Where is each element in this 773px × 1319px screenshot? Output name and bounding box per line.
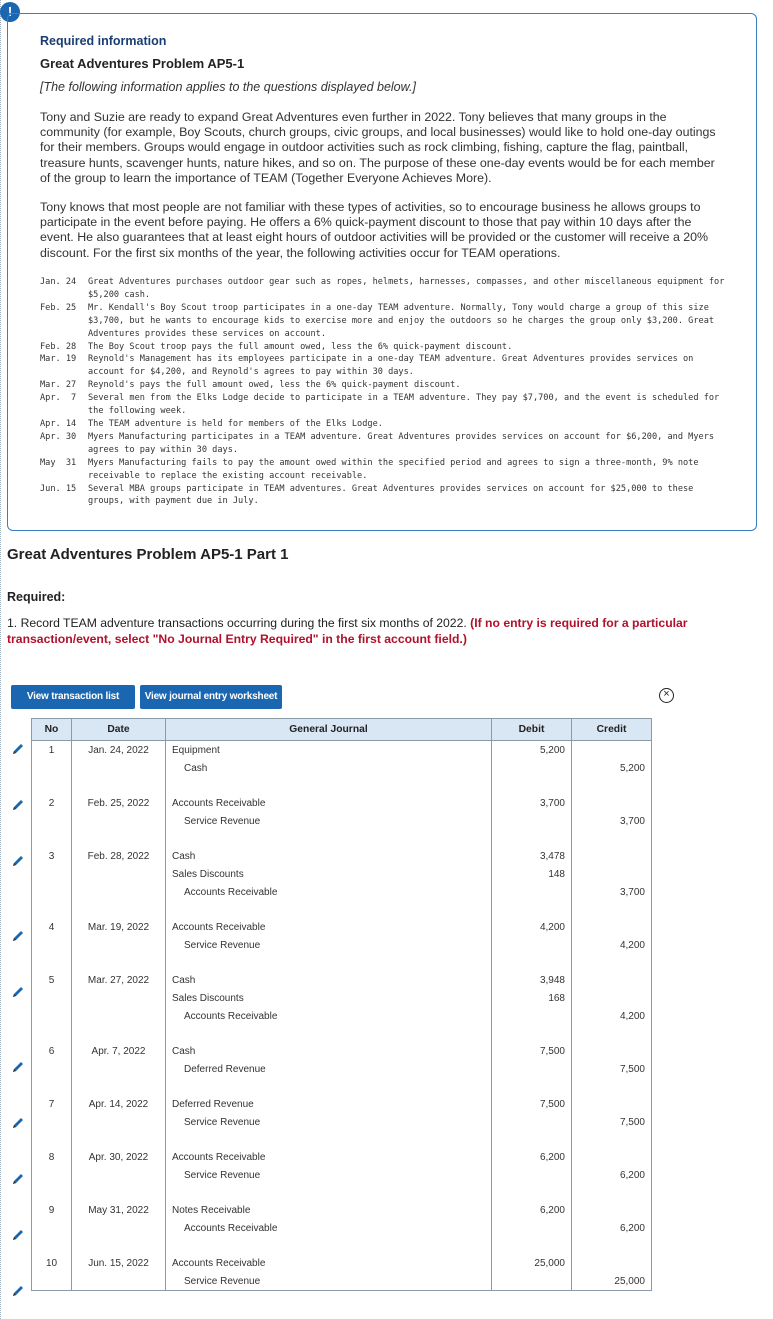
journal-row xyxy=(32,883,652,901)
spacer-cell xyxy=(492,1078,572,1095)
entry-date xyxy=(72,989,166,1007)
spacer-cell xyxy=(492,1025,572,1042)
account-cell xyxy=(166,989,492,1007)
account-cell xyxy=(166,1042,492,1060)
entry-spacer-row xyxy=(32,901,652,918)
edit-entry-icon[interactable] xyxy=(11,1060,25,1074)
entry-date xyxy=(72,1219,166,1237)
journal-row xyxy=(32,989,652,1007)
header-general-journal: General Journal xyxy=(166,719,492,741)
journal-row xyxy=(32,1166,652,1184)
debit-amount: 3,478 xyxy=(492,847,572,865)
account-cell xyxy=(166,883,492,901)
header-debit: Debit xyxy=(492,719,572,741)
event-date: Jan. 24 xyxy=(40,277,77,287)
event-text: Several men from the Elks Lodge decide to participate in a TEAM adventure. They pay $7,700, and the event is scheduled for the following week. xyxy=(88,393,720,417)
credit-amount xyxy=(572,989,652,1007)
debit-amount xyxy=(492,1113,572,1131)
credit-amount xyxy=(572,1095,652,1113)
event-date: Apr. 7 xyxy=(40,393,77,404)
edit-entry-icon[interactable] xyxy=(11,854,25,868)
spacer-cell xyxy=(166,1237,492,1254)
credit-amount: 4,200 xyxy=(572,936,652,954)
spacer-cell xyxy=(572,901,652,918)
spacer-cell xyxy=(72,1078,166,1095)
entry-number xyxy=(32,1060,72,1078)
spacer-cell xyxy=(32,1237,72,1254)
entry-number: 6 xyxy=(32,1042,72,1060)
question-number: 1. xyxy=(7,616,18,630)
debit-amount xyxy=(492,1007,572,1025)
journal-row xyxy=(32,1095,652,1113)
journal-row xyxy=(32,759,652,777)
account-name[interactable]: Accounts Receivable xyxy=(172,921,266,933)
entry-date xyxy=(72,883,166,901)
spacer-cell xyxy=(166,830,492,847)
spacer-cell xyxy=(166,901,492,918)
spacer-cell xyxy=(492,777,572,794)
credit-amount xyxy=(572,741,652,760)
event-date: Mar. 19 xyxy=(40,354,77,365)
header-credit: Credit xyxy=(572,719,652,741)
part-title: Great Adventures Problem AP5-1 Part 1 xyxy=(7,546,289,563)
entry-date xyxy=(72,1166,166,1184)
debit-amount: 25,000 xyxy=(492,1254,572,1272)
entry-number xyxy=(32,865,72,883)
spacer-cell xyxy=(572,1131,652,1148)
account-name[interactable]: Cash xyxy=(172,1045,196,1057)
debit-amount: 4,200 xyxy=(492,918,572,936)
event-text: Mr. Kendall's Boy Scout troop participates in a one-day TEAM adventure. Normally, Tony would charge a group of this size $3,700, but he wants to encourage kids to exercise more and enjoy the outdoors so he charges the group only $3,200. Great Adventures provides these services on account. xyxy=(88,302,715,339)
debit-amount: 6,200 xyxy=(492,1148,572,1166)
account-cell xyxy=(166,971,492,989)
account-cell xyxy=(166,1060,492,1078)
spacer-cell xyxy=(32,830,72,847)
entry-date: Feb. 28, 2022 xyxy=(72,847,166,865)
event-item xyxy=(40,302,730,341)
entry-date xyxy=(72,865,166,883)
account-name[interactable]: Accounts Receivable xyxy=(172,797,266,809)
entry-spacer-row xyxy=(32,1131,652,1148)
event-text: The TEAM adventure is held for members of the Elks Lodge. xyxy=(88,418,383,429)
entry-number xyxy=(32,989,72,1007)
credit-amount: 3,700 xyxy=(572,812,652,830)
debit-amount: 3,948 xyxy=(492,971,572,989)
event-item xyxy=(40,431,730,457)
account-cell xyxy=(166,1148,492,1166)
event-text: Reynold's Management has its employees participate in a one-day TEAM adventure. Great Adventures provides services on account for $4,200, and Reynold's agrees to pay within 30 days. xyxy=(88,354,694,378)
journal-row xyxy=(32,936,652,954)
alert-icon: ! xyxy=(0,2,20,22)
entry-date: Jan. 24, 2022 xyxy=(72,741,166,760)
spacer-cell xyxy=(72,830,166,847)
credit-amount xyxy=(572,1254,652,1272)
journal-row xyxy=(32,918,652,936)
debit-amount: 148 xyxy=(492,865,572,883)
spacer-cell xyxy=(572,830,652,847)
debit-amount xyxy=(492,759,572,777)
spacer-cell xyxy=(166,1184,492,1201)
entry-number xyxy=(32,1166,72,1184)
debit-amount: 5,200 xyxy=(492,741,572,760)
intro-paragraph-2: Tony knows that most people are not familiar with these types of activities, so to encourage business he allows groups to participate in the event before paying. He offers a 6% quick-payment discount to those that pay within 10 days after the event. He also guarantees that at least eight hours of outdoor activities will be provided or the customer will receive a 20% discount. For the first six months of the year, the following activities occur for TEAM operations. xyxy=(40,200,709,260)
journal-row xyxy=(32,1201,652,1219)
entry-date: Apr. 14, 2022 xyxy=(72,1095,166,1113)
event-item xyxy=(40,457,730,483)
debit-amount xyxy=(492,1060,572,1078)
header-no: No xyxy=(32,719,72,741)
spacer-cell xyxy=(32,1131,72,1148)
spacer-cell xyxy=(492,1131,572,1148)
event-item xyxy=(40,483,730,509)
account-cell xyxy=(166,1007,492,1025)
edit-entry-icon[interactable] xyxy=(11,985,25,999)
account-cell xyxy=(166,847,492,865)
event-date: Apr. 30 xyxy=(40,431,77,442)
entry-date: May 31, 2022 xyxy=(72,1201,166,1219)
spacer-cell xyxy=(32,777,72,794)
entry-date: Feb. 25, 2022 xyxy=(72,794,166,812)
entry-spacer-row xyxy=(32,1237,652,1254)
problem-note: [The following information applies to the questions displayed below.] xyxy=(40,80,416,94)
entry-date: Apr. 7, 2022 xyxy=(72,1042,166,1060)
spacer-cell xyxy=(72,1131,166,1148)
event-date: May 31 xyxy=(40,457,77,468)
credit-amount xyxy=(572,794,652,812)
spacer-cell xyxy=(32,1025,72,1042)
journal-row xyxy=(32,1007,652,1025)
entry-date xyxy=(72,1060,166,1078)
account-name[interactable]: Deferred Revenue xyxy=(184,1063,266,1075)
question-hint: (If no entry is required for a particular transaction/event, select "No Journal Entry Required" in the first account field.) xyxy=(7,616,688,646)
entry-number xyxy=(32,1007,72,1025)
event-date: Apr. 14 xyxy=(40,418,77,429)
spacer-cell xyxy=(166,954,492,971)
credit-amount: 5,200 xyxy=(572,759,652,777)
account-name[interactable]: Cash xyxy=(184,762,208,774)
event-date: Feb. 28 xyxy=(40,341,77,352)
account-cell xyxy=(166,936,492,954)
account-name[interactable]: Service Revenue xyxy=(184,1275,261,1287)
event-text: Reynold's pays the full amount owed, less the 6% quick-payment discount. xyxy=(88,380,461,391)
account-cell xyxy=(166,741,492,760)
spacer-cell xyxy=(166,777,492,794)
journal-row xyxy=(32,794,652,812)
spacer-cell xyxy=(166,1078,492,1095)
spacer-cell xyxy=(166,1131,492,1148)
account-cell xyxy=(166,1113,492,1131)
journal-table xyxy=(31,718,652,1291)
account-name[interactable]: Sales Discounts xyxy=(172,868,244,880)
event-text: Great Adventures purchases outdoor gear such as ropes, helmets, harnesses, compasses, and other miscellaneous equipment for $5,200 cash. xyxy=(88,277,725,300)
account-name[interactable]: Equipment xyxy=(172,744,220,756)
spacer-cell xyxy=(572,1078,652,1095)
account-name[interactable]: Service Revenue xyxy=(184,1116,261,1128)
account-name[interactable]: Deferred Revenue xyxy=(172,1098,254,1110)
entry-date xyxy=(72,1272,166,1291)
journal-row xyxy=(32,1272,652,1291)
account-name[interactable]: Sales Discounts xyxy=(172,992,244,1004)
edit-entry-icon[interactable] xyxy=(11,1284,25,1298)
edit-entry-icon[interactable] xyxy=(11,798,25,812)
account-cell xyxy=(166,1201,492,1219)
edit-entry-icon[interactable] xyxy=(11,742,25,756)
spacer-cell xyxy=(492,901,572,918)
entry-date xyxy=(72,812,166,830)
entry-number xyxy=(32,1113,72,1131)
spacer-cell xyxy=(492,830,572,847)
account-cell xyxy=(166,794,492,812)
credit-amount: 6,200 xyxy=(572,1166,652,1184)
account-cell xyxy=(166,918,492,936)
close-icon[interactable]: × xyxy=(659,688,674,703)
credit-amount xyxy=(572,1201,652,1219)
event-text: Myers Manufacturing fails to pay the amount owed within the specified period and agrees to sign a three-month, 9% note receivable to replace the existing account receivable. xyxy=(88,457,699,481)
spacer-cell xyxy=(72,901,166,918)
entry-number xyxy=(32,759,72,777)
entry-date: Apr. 30, 2022 xyxy=(72,1148,166,1166)
question-text: Record TEAM adventure transactions occurring during the first six months of 2022. xyxy=(20,616,467,630)
event-item xyxy=(40,418,730,431)
entry-date xyxy=(72,936,166,954)
spacer-cell xyxy=(32,901,72,918)
credit-amount: 4,200 xyxy=(572,1007,652,1025)
journal-row xyxy=(32,1219,652,1237)
credit-amount xyxy=(572,918,652,936)
event-date: Jun. 15 xyxy=(40,483,77,494)
journal-row xyxy=(32,971,652,989)
entry-number: 10 xyxy=(32,1254,72,1272)
view-transaction-list-button[interactable]: View transaction list xyxy=(11,685,135,709)
entry-spacer-row xyxy=(32,1184,652,1201)
entry-number xyxy=(32,883,72,901)
entry-number xyxy=(32,1272,72,1291)
page-edge xyxy=(0,0,2,1319)
journal-row xyxy=(32,865,652,883)
entry-number: 8 xyxy=(32,1148,72,1166)
account-cell xyxy=(166,1254,492,1272)
spacer-cell xyxy=(72,777,166,794)
spacer-cell xyxy=(32,1184,72,1201)
spacer-cell xyxy=(72,1237,166,1254)
account-cell xyxy=(166,1095,492,1113)
debit-amount: 3,700 xyxy=(492,794,572,812)
credit-amount xyxy=(572,847,652,865)
debit-amount xyxy=(492,936,572,954)
spacer-cell xyxy=(572,1237,652,1254)
entry-number: 3 xyxy=(32,847,72,865)
debit-amount: 7,500 xyxy=(492,1042,572,1060)
spacer-cell xyxy=(492,1184,572,1201)
account-cell xyxy=(166,812,492,830)
spacer-cell xyxy=(572,777,652,794)
entry-spacer-row xyxy=(32,830,652,847)
entry-spacer-row xyxy=(32,1025,652,1042)
entry-number xyxy=(32,936,72,954)
account-name[interactable]: Service Revenue xyxy=(184,1169,261,1181)
journal-row xyxy=(32,1042,652,1060)
credit-amount xyxy=(572,1148,652,1166)
entry-date: Mar. 27, 2022 xyxy=(72,971,166,989)
event-item xyxy=(40,379,730,392)
debit-amount xyxy=(492,883,572,901)
account-name[interactable]: Cash xyxy=(172,974,196,986)
event-text: Several MBA groups participate in TEAM adventures. Great Adventures provides services on account for $25,000 to these groups, with payment due in July. xyxy=(88,483,694,507)
journal-header-row xyxy=(32,719,652,741)
required-info-heading: Required information xyxy=(40,34,167,48)
credit-amount: 6,200 xyxy=(572,1219,652,1237)
event-date: Feb. 25 xyxy=(40,302,77,313)
spacer-cell xyxy=(166,1025,492,1042)
spacer-cell xyxy=(572,1025,652,1042)
journal-row xyxy=(32,1060,652,1078)
entry-spacer-row xyxy=(32,954,652,971)
event-list xyxy=(40,276,730,508)
entry-spacer-row xyxy=(32,777,652,794)
debit-amount: 6,200 xyxy=(492,1201,572,1219)
journal-row xyxy=(32,812,652,830)
entry-number: 9 xyxy=(32,1201,72,1219)
journal-row xyxy=(32,1254,652,1272)
credit-amount: 7,500 xyxy=(572,1113,652,1131)
account-name[interactable]: Cash xyxy=(172,850,196,862)
header-date: Date xyxy=(72,719,166,741)
spacer-cell xyxy=(72,1184,166,1201)
account-name[interactable]: Accounts Receivable xyxy=(172,1257,266,1269)
event-text: The Boy Scout troop pays the full amount owed, less the 6% quick-payment discount. xyxy=(88,341,513,352)
debit-amount: 168 xyxy=(492,989,572,1007)
entry-date xyxy=(72,1113,166,1131)
entry-number: 2 xyxy=(32,794,72,812)
entry-number: 1 xyxy=(32,741,72,760)
spacer-cell xyxy=(492,1237,572,1254)
problem-title: Great Adventures Problem AP5-1 xyxy=(40,56,245,71)
spacer-cell xyxy=(32,954,72,971)
account-name[interactable]: Accounts Receivable xyxy=(172,1151,266,1163)
journal-row xyxy=(32,1148,652,1166)
debit-amount xyxy=(492,1219,572,1237)
entry-spacer-row xyxy=(32,1078,652,1095)
entry-number: 7 xyxy=(32,1095,72,1113)
spacer-cell xyxy=(492,954,572,971)
entry-number: 5 xyxy=(32,971,72,989)
spacer-cell xyxy=(72,954,166,971)
credit-amount xyxy=(572,1042,652,1060)
debit-amount xyxy=(492,812,572,830)
account-name[interactable]: Service Revenue xyxy=(184,815,261,827)
credit-amount xyxy=(572,865,652,883)
spacer-cell xyxy=(32,1078,72,1095)
journal-row xyxy=(32,847,652,865)
account-name[interactable]: Accounts Receivable xyxy=(184,1010,278,1022)
credit-amount: 25,000 xyxy=(572,1272,652,1291)
edit-entry-icon[interactable] xyxy=(11,1172,25,1186)
credit-amount: 3,700 xyxy=(572,883,652,901)
account-cell xyxy=(166,1166,492,1184)
event-item xyxy=(40,341,730,354)
account-name[interactable]: Service Revenue xyxy=(184,939,261,951)
entry-number xyxy=(32,1219,72,1237)
spacer-cell xyxy=(572,1184,652,1201)
entry-number xyxy=(32,812,72,830)
account-cell xyxy=(166,1272,492,1291)
spacer-cell xyxy=(72,1025,166,1042)
journal-row xyxy=(32,741,652,760)
account-cell xyxy=(166,759,492,777)
edit-entry-icon[interactable] xyxy=(11,1228,25,1242)
question xyxy=(7,616,727,647)
entry-date: Mar. 19, 2022 xyxy=(72,918,166,936)
entry-date: Jun. 15, 2022 xyxy=(72,1254,166,1272)
credit-amount: 7,500 xyxy=(572,1060,652,1078)
debit-amount xyxy=(492,1272,572,1291)
account-cell xyxy=(166,1219,492,1237)
spacer-cell xyxy=(572,954,652,971)
intro-paragraph-1: Tony and Suzie are ready to expand Great Adventures even further in 2022. Tony believes that many groups in the community (for example, Boy Scouts, church groups, civic groups, and local businesses) would like to hold one-day outings for their members. Groups would engage in outdoor activities such as rock climbing, fishing, capture the flag, paintball, treasure hunts, scavenger hunts, nature hikes, and so on. The purpose of these one-day events would be for each member of the group to learn the importance of TEAM (Together Everyone Achieves More). xyxy=(40,110,716,185)
view-journal-entry-worksheet-button[interactable]: View journal entry worksheet xyxy=(140,685,282,709)
entry-date xyxy=(72,759,166,777)
edit-entry-icon[interactable] xyxy=(11,1116,25,1130)
account-name[interactable]: Accounts Receivable xyxy=(184,1222,278,1234)
event-item xyxy=(40,276,730,302)
edit-entry-icon[interactable] xyxy=(11,929,25,943)
account-name[interactable]: Notes Receivable xyxy=(172,1204,251,1216)
event-text: Myers Manufacturing participates in a TEAM adventure. Great Adventures provides services on account for $6,200, and Myers agrees to pay within 30 days. xyxy=(88,431,715,455)
event-item xyxy=(40,353,730,379)
credit-amount xyxy=(572,971,652,989)
required-label: Required: xyxy=(7,590,66,604)
journal-row xyxy=(32,1113,652,1131)
entry-date xyxy=(72,1007,166,1025)
event-date: Mar. 27 xyxy=(40,380,77,391)
event-item xyxy=(40,392,730,418)
entry-number: 4 xyxy=(32,918,72,936)
account-name[interactable]: Accounts Receivable xyxy=(184,886,278,898)
account-cell xyxy=(166,865,492,883)
debit-amount: 7,500 xyxy=(492,1095,572,1113)
debit-amount xyxy=(492,1166,572,1184)
